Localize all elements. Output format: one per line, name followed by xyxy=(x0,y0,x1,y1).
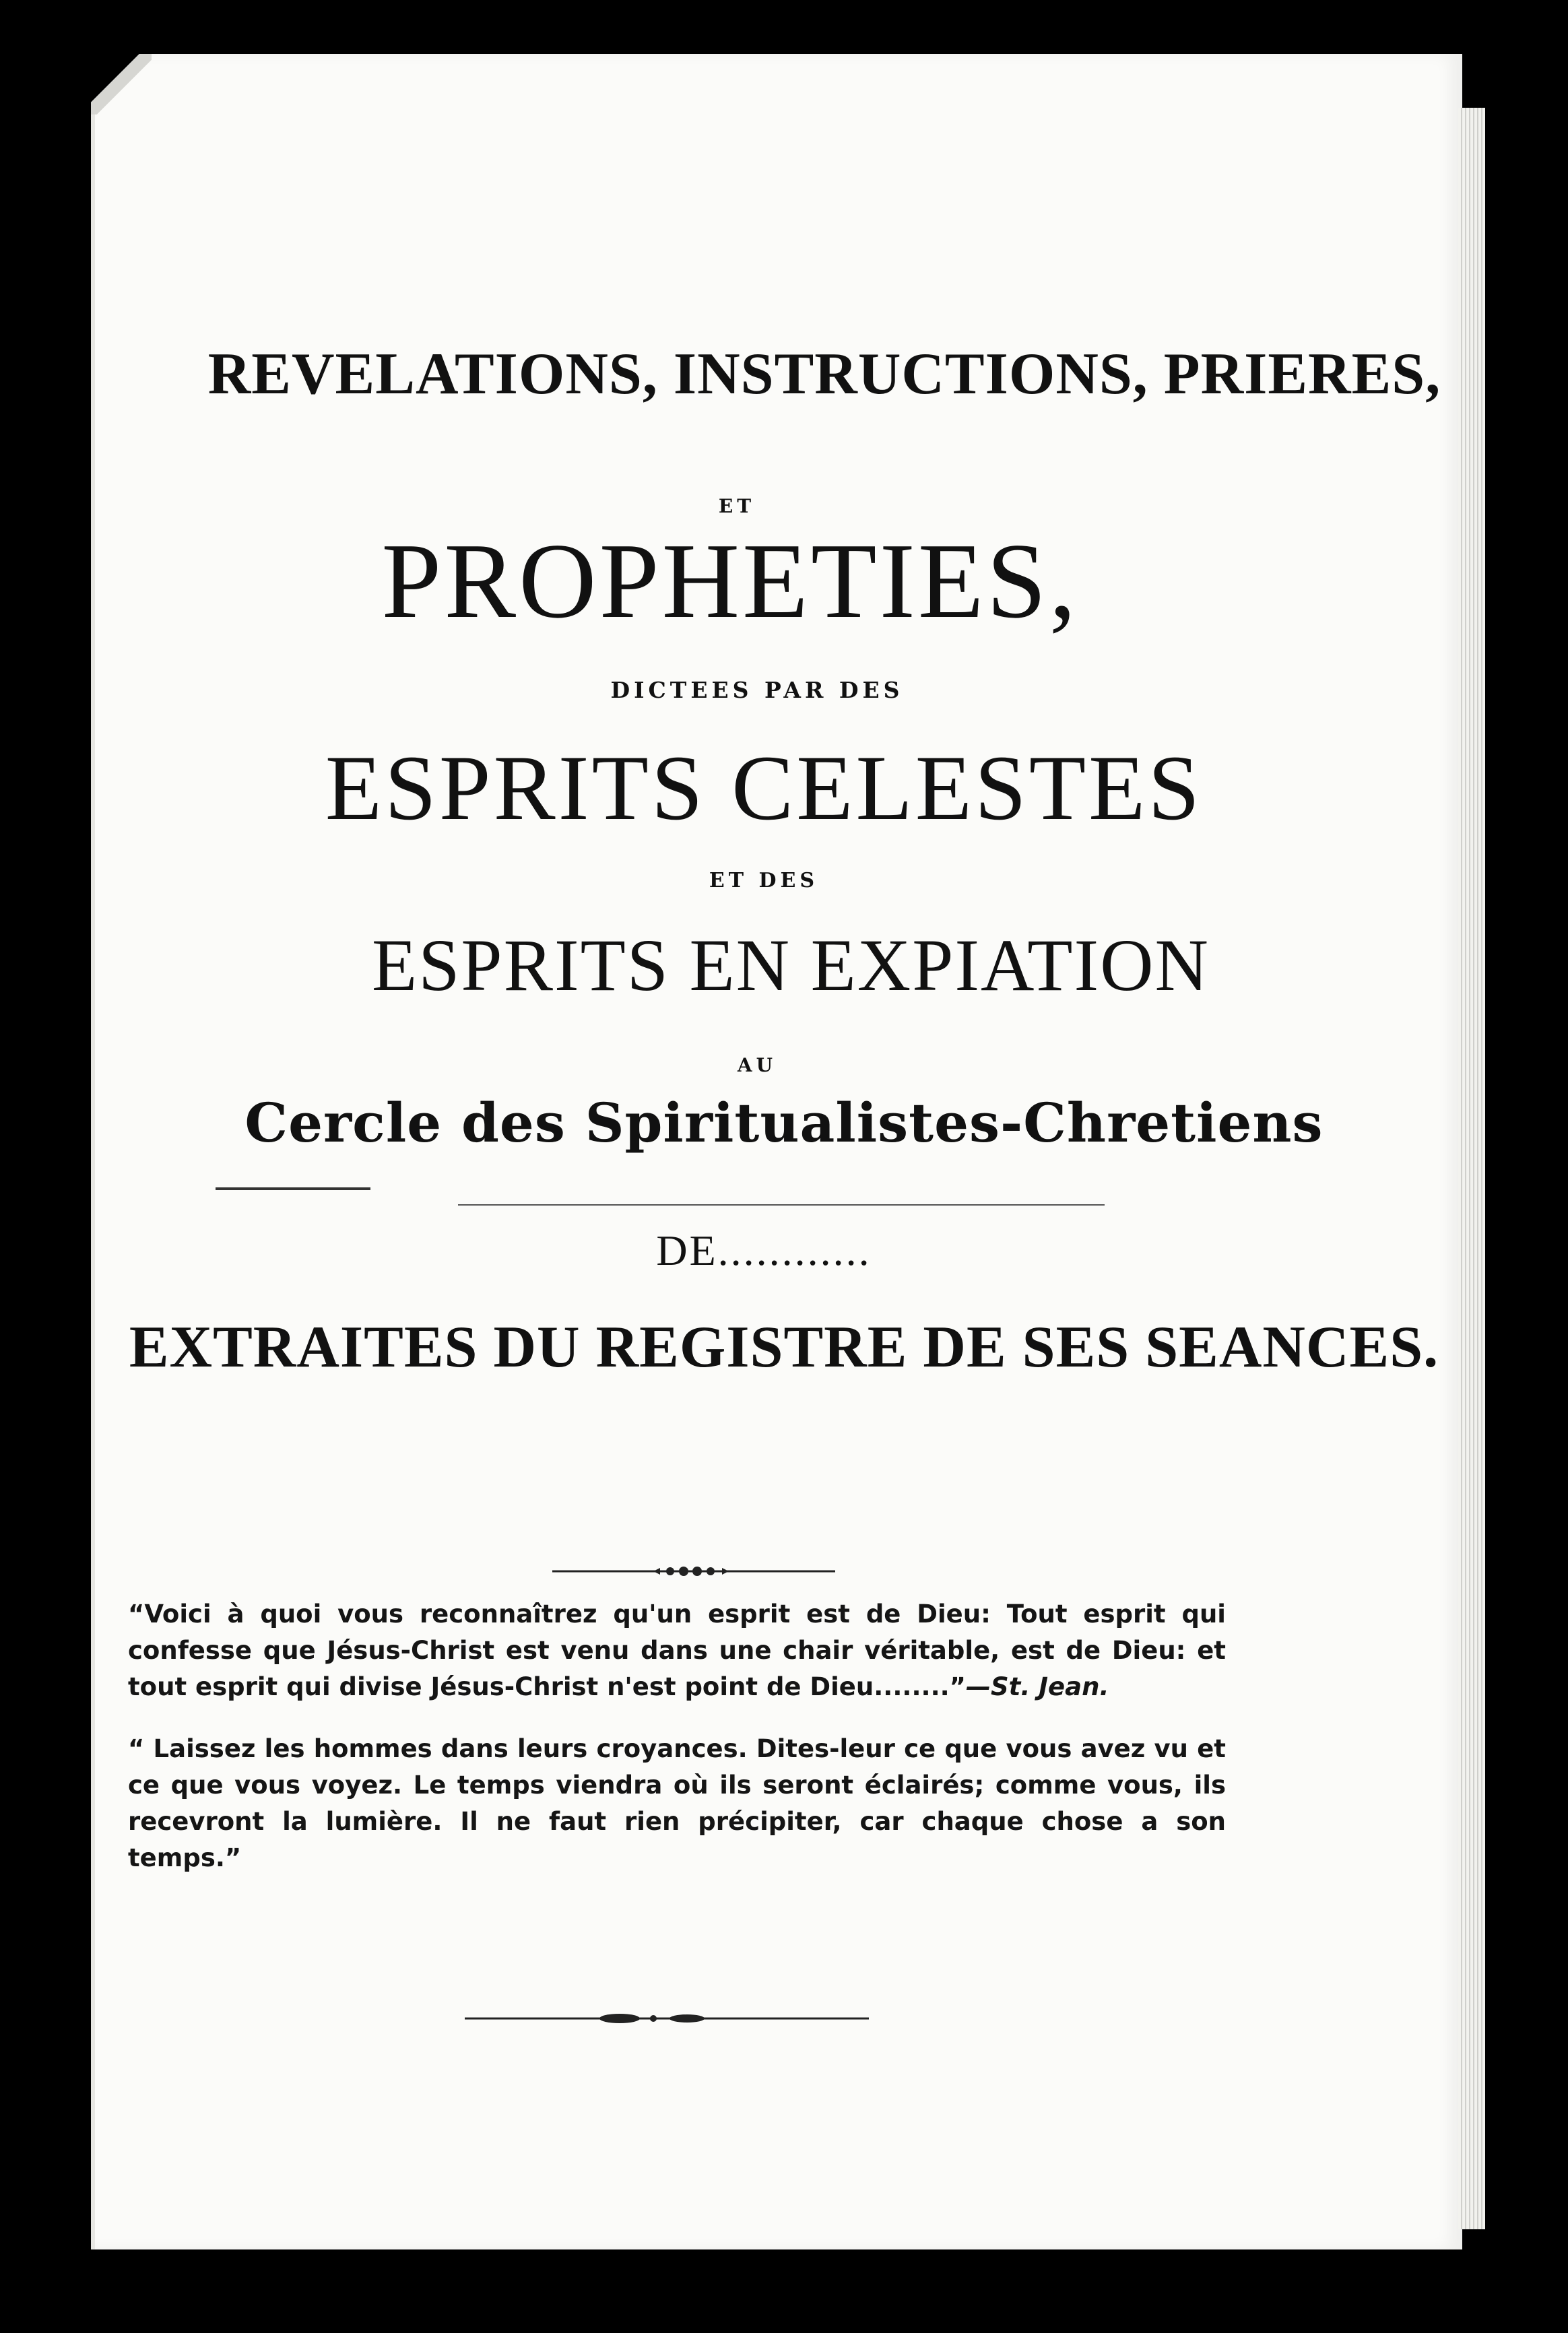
title-cercle: Cercle des Spiritualistes-Chretiens xyxy=(244,1091,1324,1154)
quote-2-text: “ Laissez les hommes dans leurs croyances. Dites-leur ce que vous avez vu et ce que vous voyez. Le temps viendra où ils seront éclairés; comme vous, ils recevront la lumière. Il ne faut rien précipiter, car chaque chose a son temps.” xyxy=(128,1734,1226,1872)
ornament-rule-top xyxy=(552,1561,835,1581)
quote-1-attribution: —St. Jean. xyxy=(966,1672,1109,1701)
title-dictees: DICTEES PAR DES xyxy=(610,677,904,703)
quote-st-jean xyxy=(128,1596,1226,1705)
page-edges xyxy=(1458,108,1485,2229)
quote-1-text: “Voici à quoi vous reconnaîtrez qu'un esprit est de Dieu: Tout esprit qui confesse que Jésus-Christ est venu dans une chair véritable, est de Dieu: et tout esprit qui divise Jésus-Christ n'est point de Dieu........” xyxy=(128,1600,1226,1701)
title-line-1: REVELATIONS, INSTRUCTIONS, PRIERES, xyxy=(207,341,1441,407)
rule-right xyxy=(458,1204,1105,1206)
title-propheties: PROPHETIES, xyxy=(381,521,1079,640)
folded-corner xyxy=(91,54,152,114)
title-au: AU xyxy=(737,1054,777,1076)
quote-laissez xyxy=(128,1731,1226,1876)
title-esprits-expiation: ESPRITS EN EXPIATION xyxy=(372,924,1210,1006)
ornament-rule-bottom xyxy=(465,2008,869,2029)
title-de: DE............ xyxy=(656,1226,872,1274)
title-extraites: EXTRAITES DU REGISTRE DE SES SEANCES. xyxy=(129,1315,1439,1380)
rule-left xyxy=(216,1187,370,1190)
title-esprits-celestes: ESPRITS CELESTES xyxy=(325,736,1203,839)
title-et: ET xyxy=(718,495,756,517)
title-et-des: ET DES xyxy=(709,869,819,892)
